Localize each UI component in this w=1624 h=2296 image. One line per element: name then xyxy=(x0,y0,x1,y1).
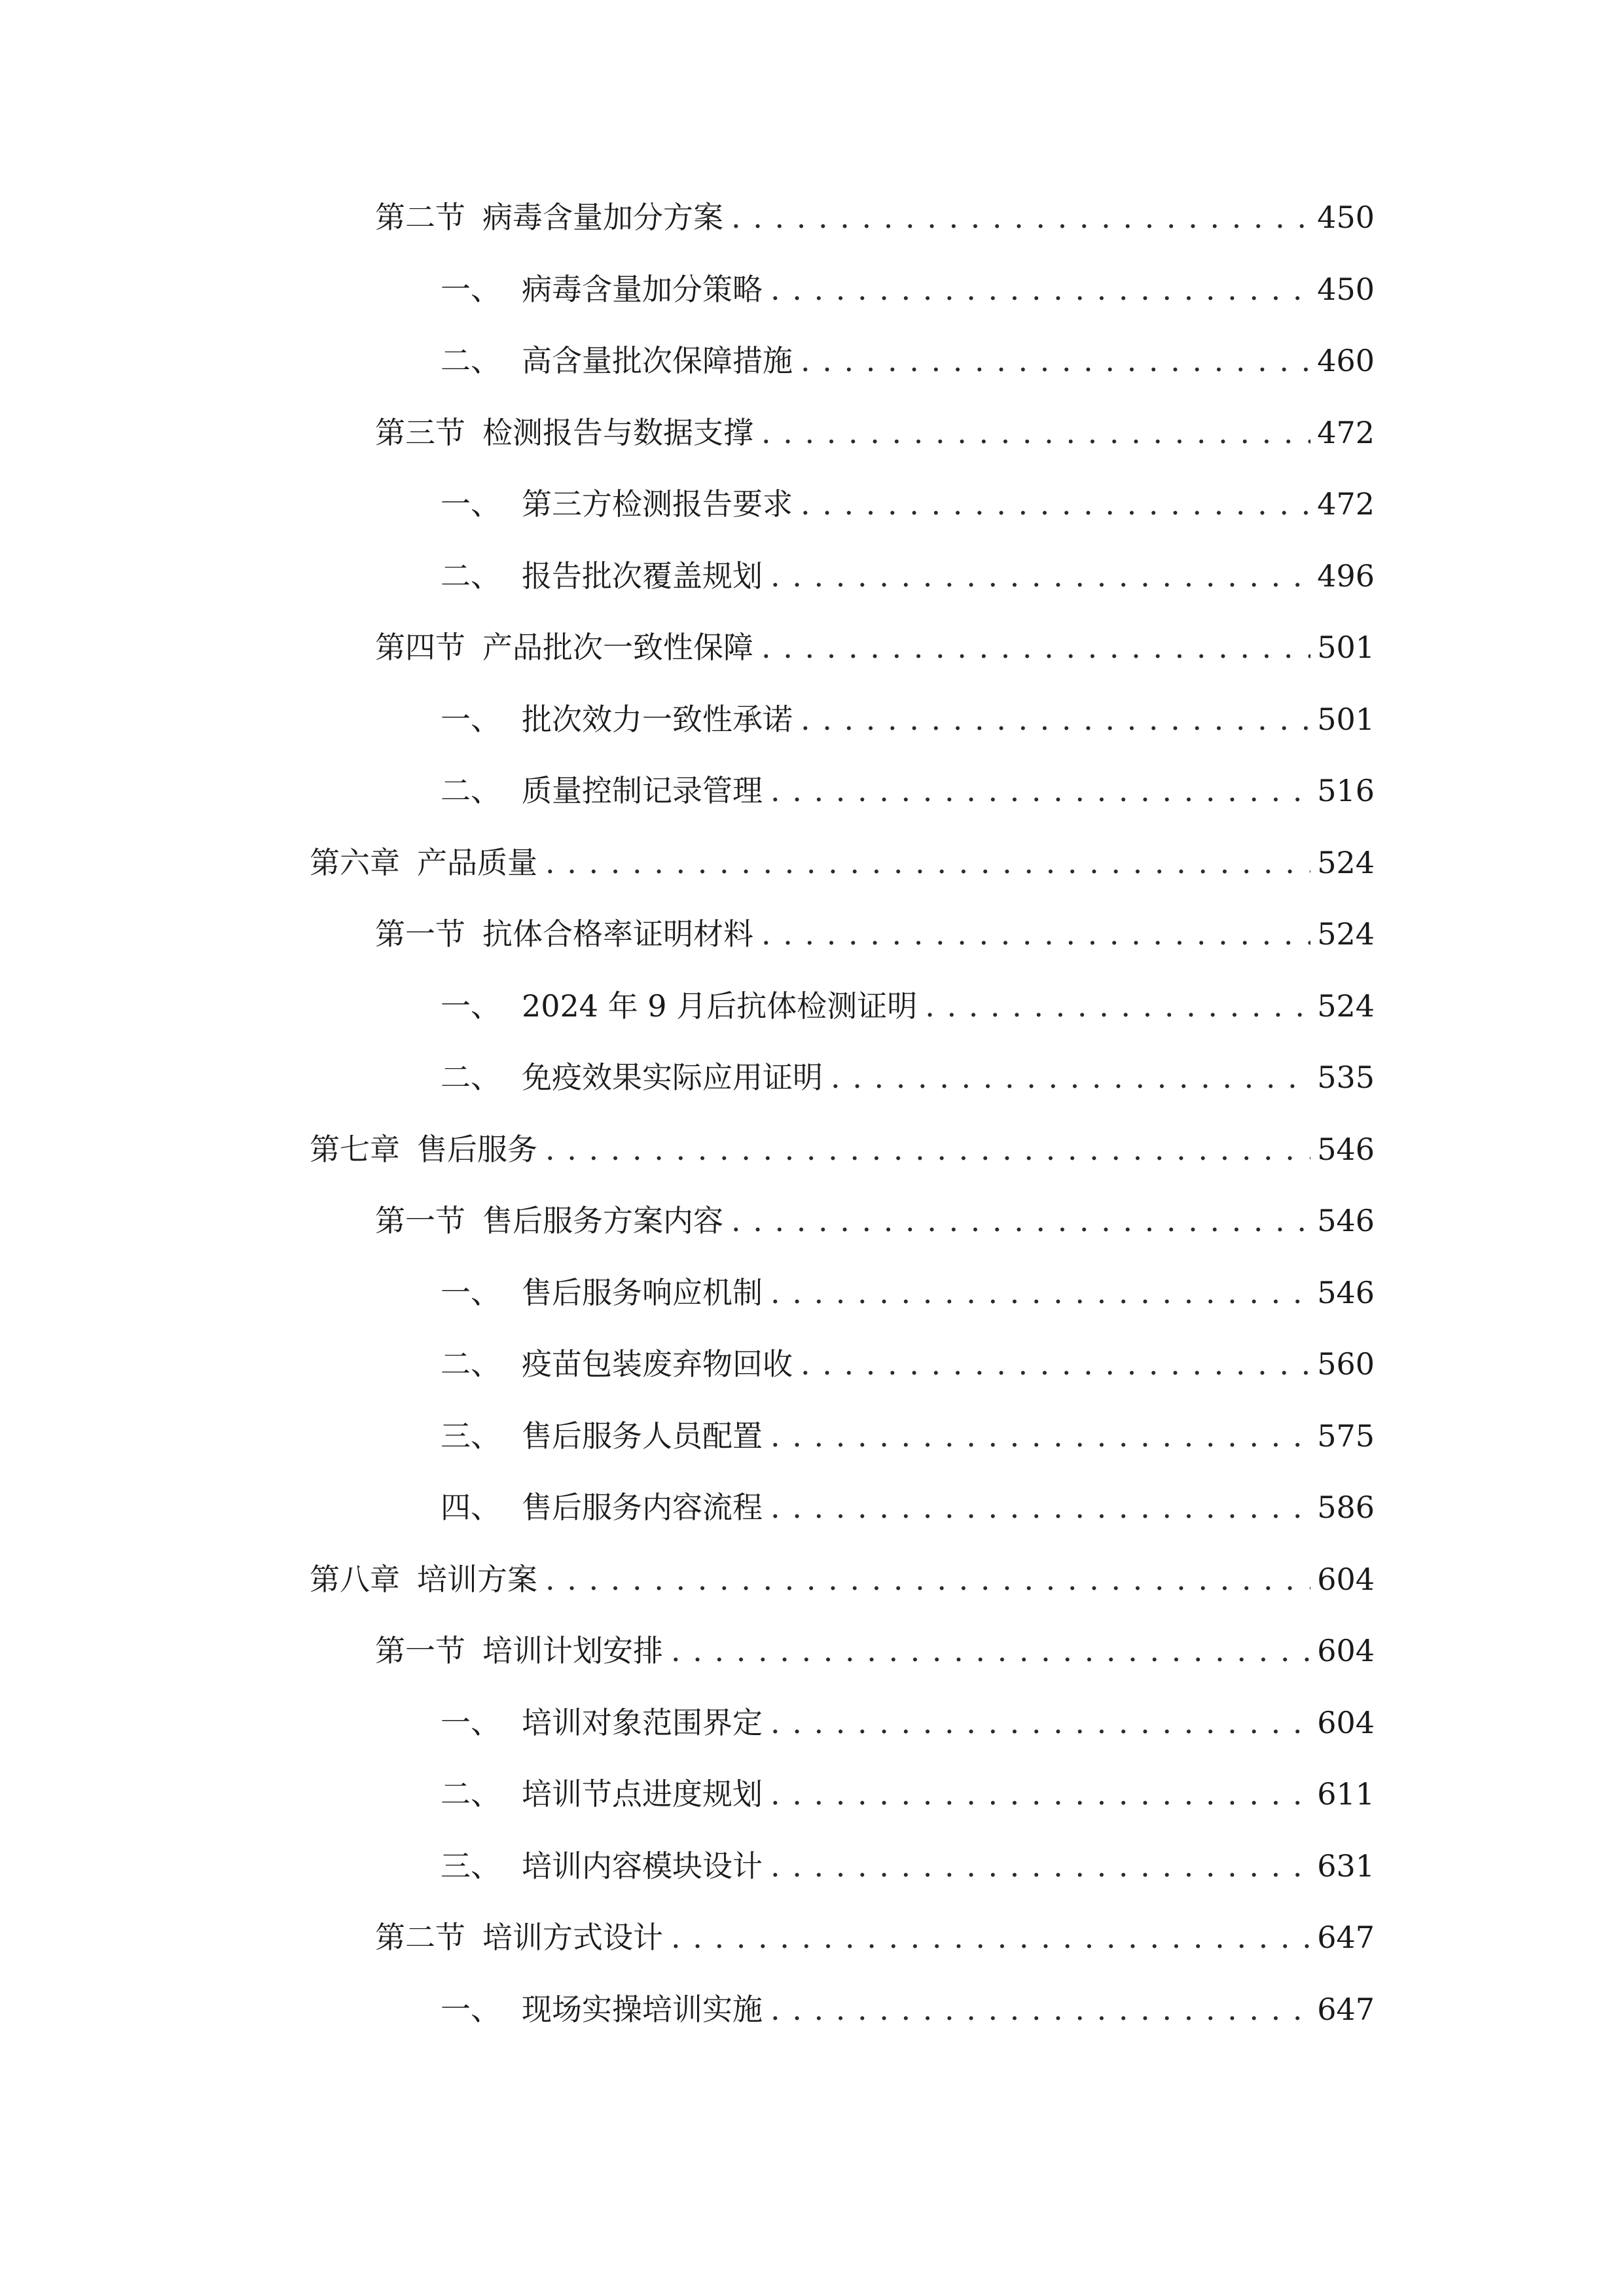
toc-entry-label xyxy=(441,334,793,387)
toc-entry[interactable] xyxy=(441,334,1375,387)
toc-entry-page-number: 496 xyxy=(1317,558,1375,594)
toc-entry-number: 三、 xyxy=(441,1848,501,1884)
toc-entry-number: 第六章 xyxy=(310,845,400,880)
toc-entry-number: 第一节 xyxy=(375,916,465,952)
toc-entry-title: 批次效力一致性承诺 xyxy=(522,702,793,737)
toc-entry-page-number: 524 xyxy=(1317,988,1375,1024)
toc-entry-page-number: 535 xyxy=(1317,1060,1375,1095)
toc-entry[interactable] xyxy=(375,908,1375,960)
toc-dot-leader xyxy=(770,764,1310,817)
toc-entry-page-number: 450 xyxy=(1317,272,1375,307)
toc-entry-title: 第三方检测报告要求 xyxy=(522,486,793,522)
toc-entry-label xyxy=(441,1266,763,1319)
toc-entry-label xyxy=(441,1481,763,1534)
toc-entry-number: 一、 xyxy=(441,988,501,1024)
toc-dot-leader xyxy=(545,1123,1310,1175)
toc-entry-label xyxy=(375,621,753,673)
toc-entry[interactable] xyxy=(441,550,1375,602)
toc-entry-page-number: 586 xyxy=(1317,1490,1375,1525)
toc-entry-title: 售后服务响应机制 xyxy=(522,1275,763,1310)
toc-entry-page-number: 611 xyxy=(1317,1776,1375,1812)
toc-dot-leader xyxy=(770,1481,1310,1534)
toc-entry[interactable] xyxy=(441,1983,1375,2036)
toc-entry-label xyxy=(441,263,763,315)
toc-entry-page-number: 546 xyxy=(1317,1203,1375,1238)
toc-dot-leader xyxy=(770,263,1310,315)
toc-dot-leader xyxy=(761,621,1310,673)
toc-entry-label xyxy=(441,1338,793,1390)
toc-entry-number: 二、 xyxy=(441,1060,501,1095)
toc-dot-leader xyxy=(671,1911,1310,1964)
toc-entry[interactable] xyxy=(375,1911,1375,1964)
toc-entry[interactable] xyxy=(441,764,1375,817)
toc-entry[interactable] xyxy=(441,1266,1375,1319)
toc-entry-label xyxy=(441,1768,763,1820)
toc-entry[interactable] xyxy=(375,621,1375,673)
toc-entry[interactable] xyxy=(310,836,1375,889)
toc-entry[interactable] xyxy=(441,980,1375,1032)
toc-entry-title: 疫苗包装废弃物回收 xyxy=(522,1346,793,1382)
toc-entry[interactable] xyxy=(310,1123,1375,1175)
toc-entry-number: 一、 xyxy=(441,702,501,737)
toc-entry-page-number: 604 xyxy=(1317,1705,1375,1740)
toc-entry[interactable] xyxy=(441,1481,1375,1534)
toc-entry-title: 病毒含量加分方案 xyxy=(482,200,723,235)
toc-entry-title: 售后服务 xyxy=(417,1132,537,1167)
toc-entry-number: 二、 xyxy=(441,558,501,594)
toc-dot-leader xyxy=(770,1768,1310,1820)
toc-entry-number: 二、 xyxy=(441,1346,501,1382)
toc-dot-leader xyxy=(770,1696,1310,1749)
toc-entry-number: 第三节 xyxy=(375,415,465,450)
toc-entry-title: 质量控制记录管理 xyxy=(522,773,763,808)
toc-entry-page-number: 604 xyxy=(1317,1633,1375,1668)
toc-entry-title: 产品批次一致性保障 xyxy=(482,630,753,665)
toc-entry-label xyxy=(441,980,917,1032)
toc-entry-number: 第八章 xyxy=(310,1562,400,1597)
toc-dot-leader xyxy=(831,1051,1310,1103)
toc-entry-number: 三、 xyxy=(441,1418,501,1454)
toc-entry-page-number: 472 xyxy=(1317,486,1375,522)
toc-entry[interactable] xyxy=(441,1051,1375,1103)
toc-entry-title: 培训计划安排 xyxy=(482,1633,663,1668)
toc-entry-title: 现场实操培训实施 xyxy=(522,1992,763,2027)
toc-entry-number: 第四节 xyxy=(375,630,465,665)
toc-entry[interactable] xyxy=(441,693,1375,745)
toc-entry-label xyxy=(441,764,763,817)
toc-entry[interactable] xyxy=(441,263,1375,315)
toc-entry-number: 一、 xyxy=(441,1992,501,2027)
toc-entry-page-number: 647 xyxy=(1317,1992,1375,2027)
toc-entry[interactable] xyxy=(441,1696,1375,1749)
toc-dot-leader xyxy=(671,1624,1310,1677)
toc-entry-page-number: 472 xyxy=(1317,415,1375,450)
toc-dot-leader xyxy=(770,1266,1310,1319)
toc-entry-page-number: 460 xyxy=(1317,343,1375,378)
toc-dot-leader xyxy=(761,406,1310,459)
toc-entry-label xyxy=(441,550,763,602)
toc-entry-page-number: 631 xyxy=(1317,1848,1375,1884)
toc-entry-title: 培训内容模块设计 xyxy=(522,1848,763,1884)
toc-entry-page-number: 575 xyxy=(1317,1418,1375,1454)
toc-entry-label xyxy=(441,478,793,530)
toc-entry-label xyxy=(441,1983,763,2036)
toc-entry-label xyxy=(441,1410,763,1462)
toc-dot-leader xyxy=(770,1983,1310,2036)
toc-entry-label xyxy=(375,191,723,243)
toc-dot-leader xyxy=(801,478,1310,530)
toc-dot-leader xyxy=(545,1553,1310,1605)
toc-entry-number: 第一节 xyxy=(375,1203,465,1238)
toc-entry[interactable] xyxy=(375,1194,1375,1247)
toc-entry-page-number: 604 xyxy=(1317,1562,1375,1597)
toc-entry-title: 抗体合格率证明材料 xyxy=(482,916,753,952)
toc-dot-leader xyxy=(801,334,1310,387)
toc-entry[interactable] xyxy=(310,1553,1375,1605)
toc-dot-leader xyxy=(731,191,1310,243)
toc-entry-number: 四、 xyxy=(441,1490,501,1525)
toc-entry-page-number: 546 xyxy=(1317,1275,1375,1310)
toc-entry-label xyxy=(441,693,793,745)
toc-entry-label xyxy=(441,1696,763,1749)
toc-entry-number: 一、 xyxy=(441,486,501,522)
toc-entry-title: 2024 年 9 月后抗体检测证明 xyxy=(522,988,918,1024)
toc-entry-title: 培训对象范围界定 xyxy=(522,1705,763,1740)
toc-entry-label xyxy=(375,1911,663,1964)
toc-entry-title: 报告批次覆盖规划 xyxy=(522,558,763,594)
toc-entry-title: 高含量批次保障措施 xyxy=(522,343,793,378)
toc-dot-leader xyxy=(770,1840,1310,1892)
toc-entry-label xyxy=(375,1624,663,1677)
toc-entry-number: 一、 xyxy=(441,1275,501,1310)
toc-entry-title: 培训方案 xyxy=(417,1562,537,1597)
toc-entry-label xyxy=(375,406,753,459)
toc-dot-leader xyxy=(545,836,1310,889)
toc-entry-title: 售后服务内容流程 xyxy=(522,1490,763,1525)
toc-entry[interactable] xyxy=(441,1840,1375,1892)
toc-dot-leader xyxy=(770,550,1310,602)
toc-entry-title: 售后服务人员配置 xyxy=(522,1418,763,1454)
toc-dot-leader xyxy=(801,693,1310,745)
toc-dot-leader xyxy=(801,1338,1310,1390)
toc-entry[interactable] xyxy=(441,1410,1375,1462)
toc-entry-number: 第七章 xyxy=(310,1132,400,1167)
toc-entry-number: 二、 xyxy=(441,773,501,808)
toc-entry-number: 第二节 xyxy=(375,200,465,235)
toc-entry[interactable] xyxy=(441,1768,1375,1820)
toc-entry-number: 第二节 xyxy=(375,1920,465,1955)
toc-entry-title: 检测报告与数据支撑 xyxy=(482,415,753,450)
toc-entry-title: 产品质量 xyxy=(417,845,537,880)
toc-entry-page-number: 560 xyxy=(1317,1346,1375,1382)
toc-entry-label xyxy=(310,1123,537,1175)
toc-entry-label xyxy=(310,1553,537,1605)
toc-entry-label xyxy=(310,836,537,889)
toc-entry-page-number: 501 xyxy=(1317,702,1375,737)
toc-entry-page-number: 546 xyxy=(1317,1132,1375,1167)
toc-entry-title: 免疫效果实际应用证明 xyxy=(522,1060,823,1095)
toc-dot-leader xyxy=(770,1410,1310,1462)
toc-entry-page-number: 450 xyxy=(1317,200,1375,235)
toc-entry-number: 第一节 xyxy=(375,1633,465,1668)
toc-entry-number: 二、 xyxy=(441,343,501,378)
toc-entry-page-number: 524 xyxy=(1317,916,1375,952)
toc-entry-number: 二、 xyxy=(441,1776,501,1812)
toc-entry-number: 一、 xyxy=(441,272,501,307)
toc-entry-label xyxy=(441,1051,823,1103)
toc-entry-page-number: 524 xyxy=(1317,845,1375,880)
toc-dot-leader xyxy=(925,980,1310,1032)
toc-entry-title: 培训方式设计 xyxy=(482,1920,663,1955)
toc-entry[interactable] xyxy=(441,1338,1375,1390)
toc-dot-leader xyxy=(761,908,1310,960)
toc-entry-title: 病毒含量加分策略 xyxy=(522,272,763,307)
toc-entry-page-number: 501 xyxy=(1317,630,1375,665)
toc-entry-label xyxy=(375,1194,723,1247)
toc-dot-leader xyxy=(731,1194,1310,1247)
toc-entry-page-number: 647 xyxy=(1317,1920,1375,1955)
toc-entry-page-number: 516 xyxy=(1317,773,1375,808)
toc-entry[interactable] xyxy=(375,191,1375,243)
toc-entry[interactable] xyxy=(441,478,1375,530)
toc-entry-title: 培训节点进度规划 xyxy=(522,1776,763,1812)
toc-entry-label xyxy=(375,908,753,960)
toc-entry-label xyxy=(441,1840,763,1892)
toc-entry-number: 一、 xyxy=(441,1705,501,1740)
toc-entry[interactable] xyxy=(375,406,1375,459)
toc-entry[interactable] xyxy=(375,1624,1375,1677)
toc-entry-title: 售后服务方案内容 xyxy=(482,1203,723,1238)
